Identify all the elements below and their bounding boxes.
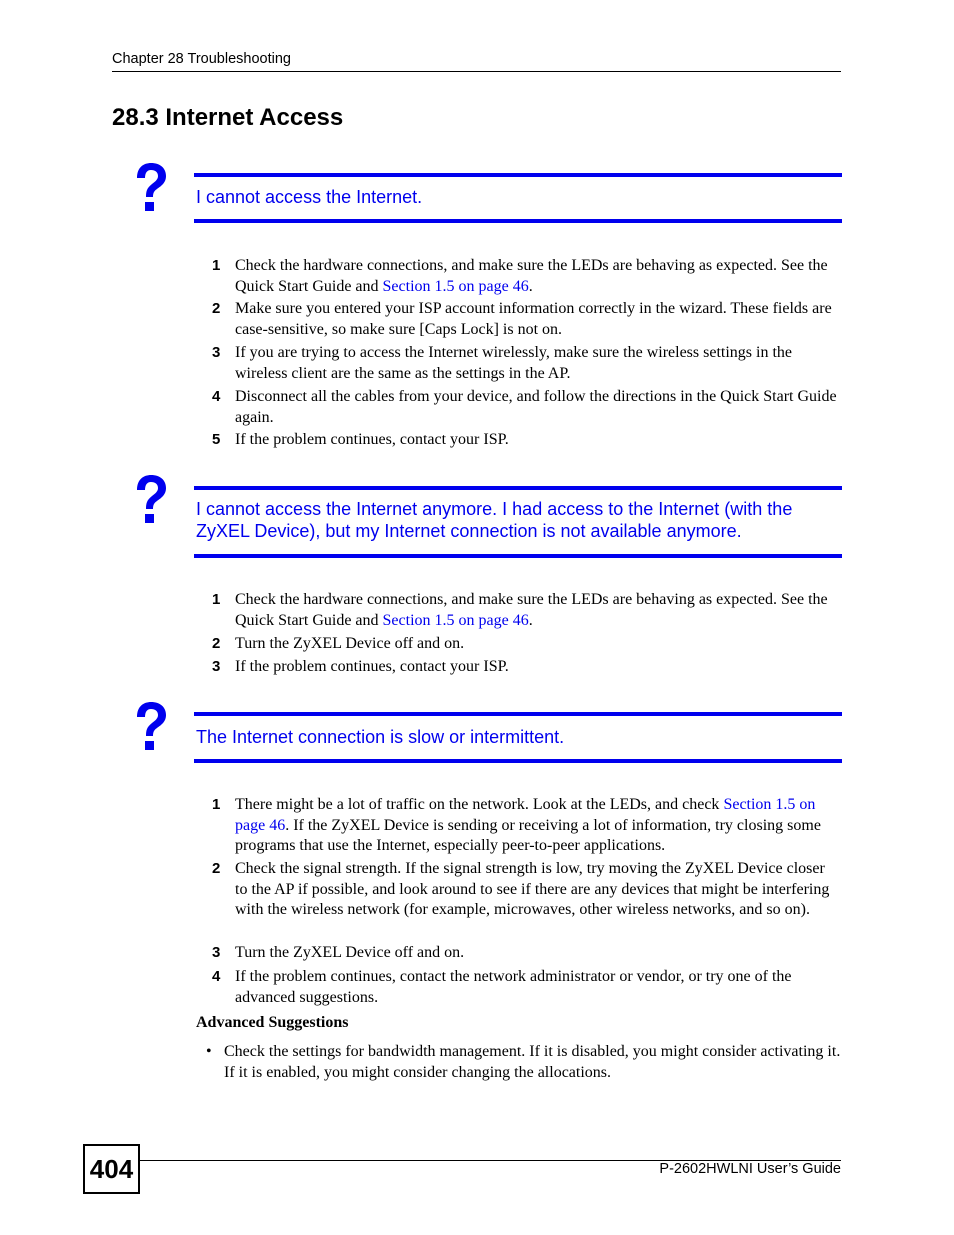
step-number: 2 bbox=[212, 300, 221, 317]
step-number: 2 bbox=[212, 860, 221, 877]
step-text: There might be a lot of traffic on the network. Look at the LEDs, and check Section 1.5 on page 46. If the ZyXEL Device is sending or receiving a lot of information, try closing some programs that use the Internet, especially peer-to-peer applications. bbox=[235, 796, 821, 854]
step-text: Turn the ZyXEL Device off and on. bbox=[235, 635, 465, 652]
step-number: 5 bbox=[212, 431, 221, 448]
question-box bbox=[194, 173, 842, 223]
step-text: Check the hardware connections, and make sure the LEDs are behaving as expected. See the Quick Start Guide and Section 1.5 on page 46. bbox=[235, 257, 828, 295]
question-mark-icon bbox=[133, 162, 169, 214]
step-text: If the problem continues, contact the network administrator or vendor, or try one of the advanced suggestions. bbox=[235, 968, 792, 1006]
step-number: 1 bbox=[212, 796, 221, 813]
section-link[interactable]: Section 1.5 on page 46 bbox=[382, 277, 529, 295]
step-text: Make sure you entered your ISP account information correctly in the wizard. These fields are case-sensitive, so make sure [Caps Lock] is not on. bbox=[235, 300, 832, 338]
section-link[interactable]: Section 1.5 on page 46 bbox=[235, 796, 816, 834]
step-number: 4 bbox=[212, 968, 221, 985]
step-number: 1 bbox=[212, 591, 221, 608]
bullet-marker: • bbox=[206, 1043, 212, 1060]
step-text: Turn the ZyXEL Device off and on. bbox=[235, 944, 465, 961]
question-text: I cannot access the Internet anymore. I had access to the Internet (with the ZyXEL Device), but my Internet connection is not available anymore. bbox=[196, 499, 793, 541]
section-title: 28.3 Internet Access bbox=[112, 104, 344, 131]
question-mark-icon bbox=[133, 474, 169, 526]
header-rule bbox=[112, 71, 841, 72]
question-text: I cannot access the Internet. bbox=[196, 187, 423, 207]
step-number: 4 bbox=[212, 388, 221, 405]
question-mark-icon bbox=[133, 701, 169, 753]
question-box bbox=[194, 712, 842, 763]
step-number: 1 bbox=[212, 257, 221, 274]
step-text: If you are trying to access the Internet wirelessly, make sure the wireless settings in the wireless client are the same as the settings in the AP. bbox=[235, 344, 793, 382]
question-box bbox=[194, 486, 842, 558]
step-text: If the problem continues, contact your ISP. bbox=[235, 658, 509, 675]
section-link[interactable]: Section 1.5 on page 46 bbox=[382, 611, 529, 629]
advanced-suggestions-heading: Advanced Suggestions bbox=[196, 1014, 349, 1031]
step-text: Disconnect all the cables from your device, and follow the directions in the Quick Start Guide again. bbox=[235, 388, 837, 426]
guide-title: P-2602HWLNI User’s Guide bbox=[659, 1161, 841, 1177]
step-text: Check the hardware connections, and make sure the LEDs are behaving as expected. See the Quick Start Guide and Section 1.5 on page 46. bbox=[235, 591, 828, 629]
running-header: Chapter 28 Troubleshooting bbox=[112, 51, 291, 67]
page-number: 404 bbox=[83, 1144, 140, 1194]
step-text: Check the signal strength. If the signal strength is low, try moving the ZyXEL Device closer to the AP if possible, and look around to see if there are any devices that might be interfering with the wireless network (for example, microwaves, other wireless networks, and so on). bbox=[235, 860, 830, 918]
step-number: 3 bbox=[212, 944, 221, 961]
step-number: 3 bbox=[212, 344, 221, 361]
question-text: The Internet connection is slow or intermittent. bbox=[196, 727, 565, 747]
list-item: Check the settings for bandwidth management. If it is disabled, you might consider activating it. If it is enabled, you might consider changing the allocations. bbox=[224, 1043, 841, 1081]
step-number: 3 bbox=[212, 658, 221, 675]
step-number: 2 bbox=[212, 635, 221, 652]
step-text: If the problem continues, contact your ISP. bbox=[235, 431, 509, 448]
